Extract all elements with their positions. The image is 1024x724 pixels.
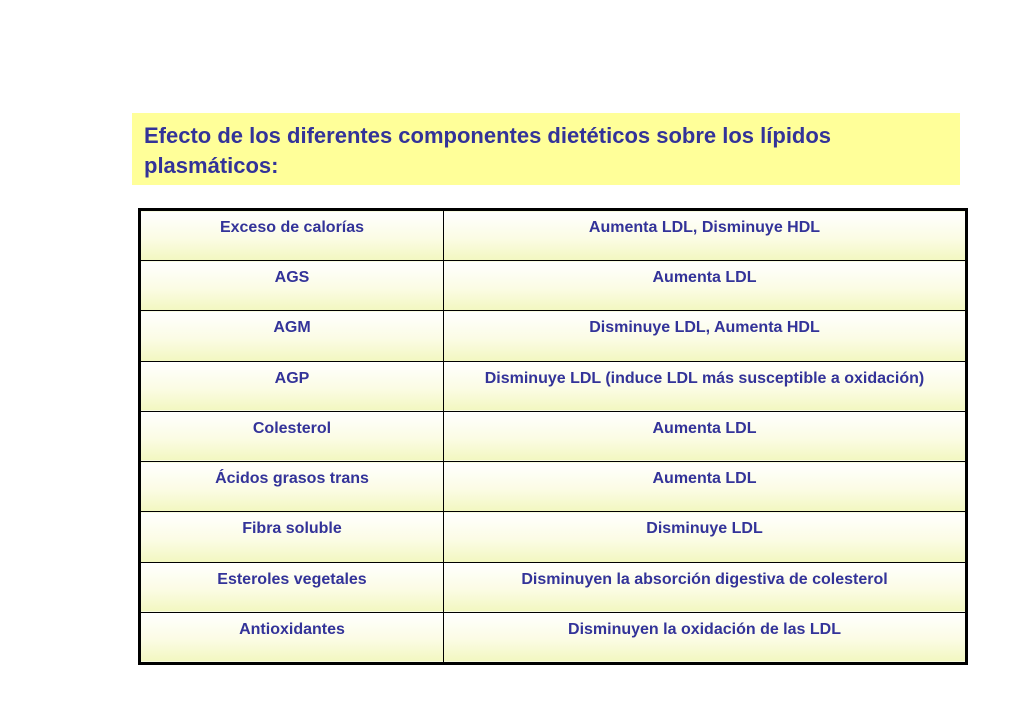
component-cell: Exceso de calorías (141, 211, 444, 261)
effect-cell: Aumenta LDL (444, 261, 966, 311)
effect-cell: Disminuye LDL, Aumenta HDL (444, 311, 966, 361)
component-cell: AGM (141, 311, 444, 361)
slide-title: Efecto de los diferentes componentes dietéticos sobre los lípidos plasmáticos: (144, 123, 832, 178)
title-box (132, 113, 960, 185)
component-cell: Fibra soluble (141, 512, 444, 562)
effect-cell: Disminuye LDL (444, 512, 966, 562)
effect-cell: Disminuye LDL (induce LDL más susceptible a oxidación) (444, 361, 966, 411)
table-row (141, 411, 966, 461)
effect-cell: Disminuyen la absorción digestiva de colesterol (444, 562, 966, 612)
component-cell: Antioxidantes (141, 612, 444, 662)
component-cell: AGP (141, 361, 444, 411)
table-row (141, 512, 966, 562)
table-row (141, 361, 966, 411)
table-row (141, 562, 966, 612)
component-cell: Esteroles vegetales (141, 562, 444, 612)
effect-cell: Aumenta LDL (444, 411, 966, 461)
effect-cell: Disminuyen la oxidación de las LDL (444, 612, 966, 662)
effect-cell: Aumenta LDL (444, 462, 966, 512)
component-cell: Ácidos grasos trans (141, 462, 444, 512)
component-cell: Colesterol (141, 411, 444, 461)
table-row (141, 211, 966, 261)
component-cell: AGS (141, 261, 444, 311)
table-row (141, 612, 966, 662)
effect-cell: Aumenta LDL, Disminuye HDL (444, 211, 966, 261)
table-row (141, 311, 966, 361)
effects-table-container (138, 208, 968, 665)
effects-table (140, 210, 966, 663)
table-row (141, 462, 966, 512)
table-row (141, 261, 966, 311)
